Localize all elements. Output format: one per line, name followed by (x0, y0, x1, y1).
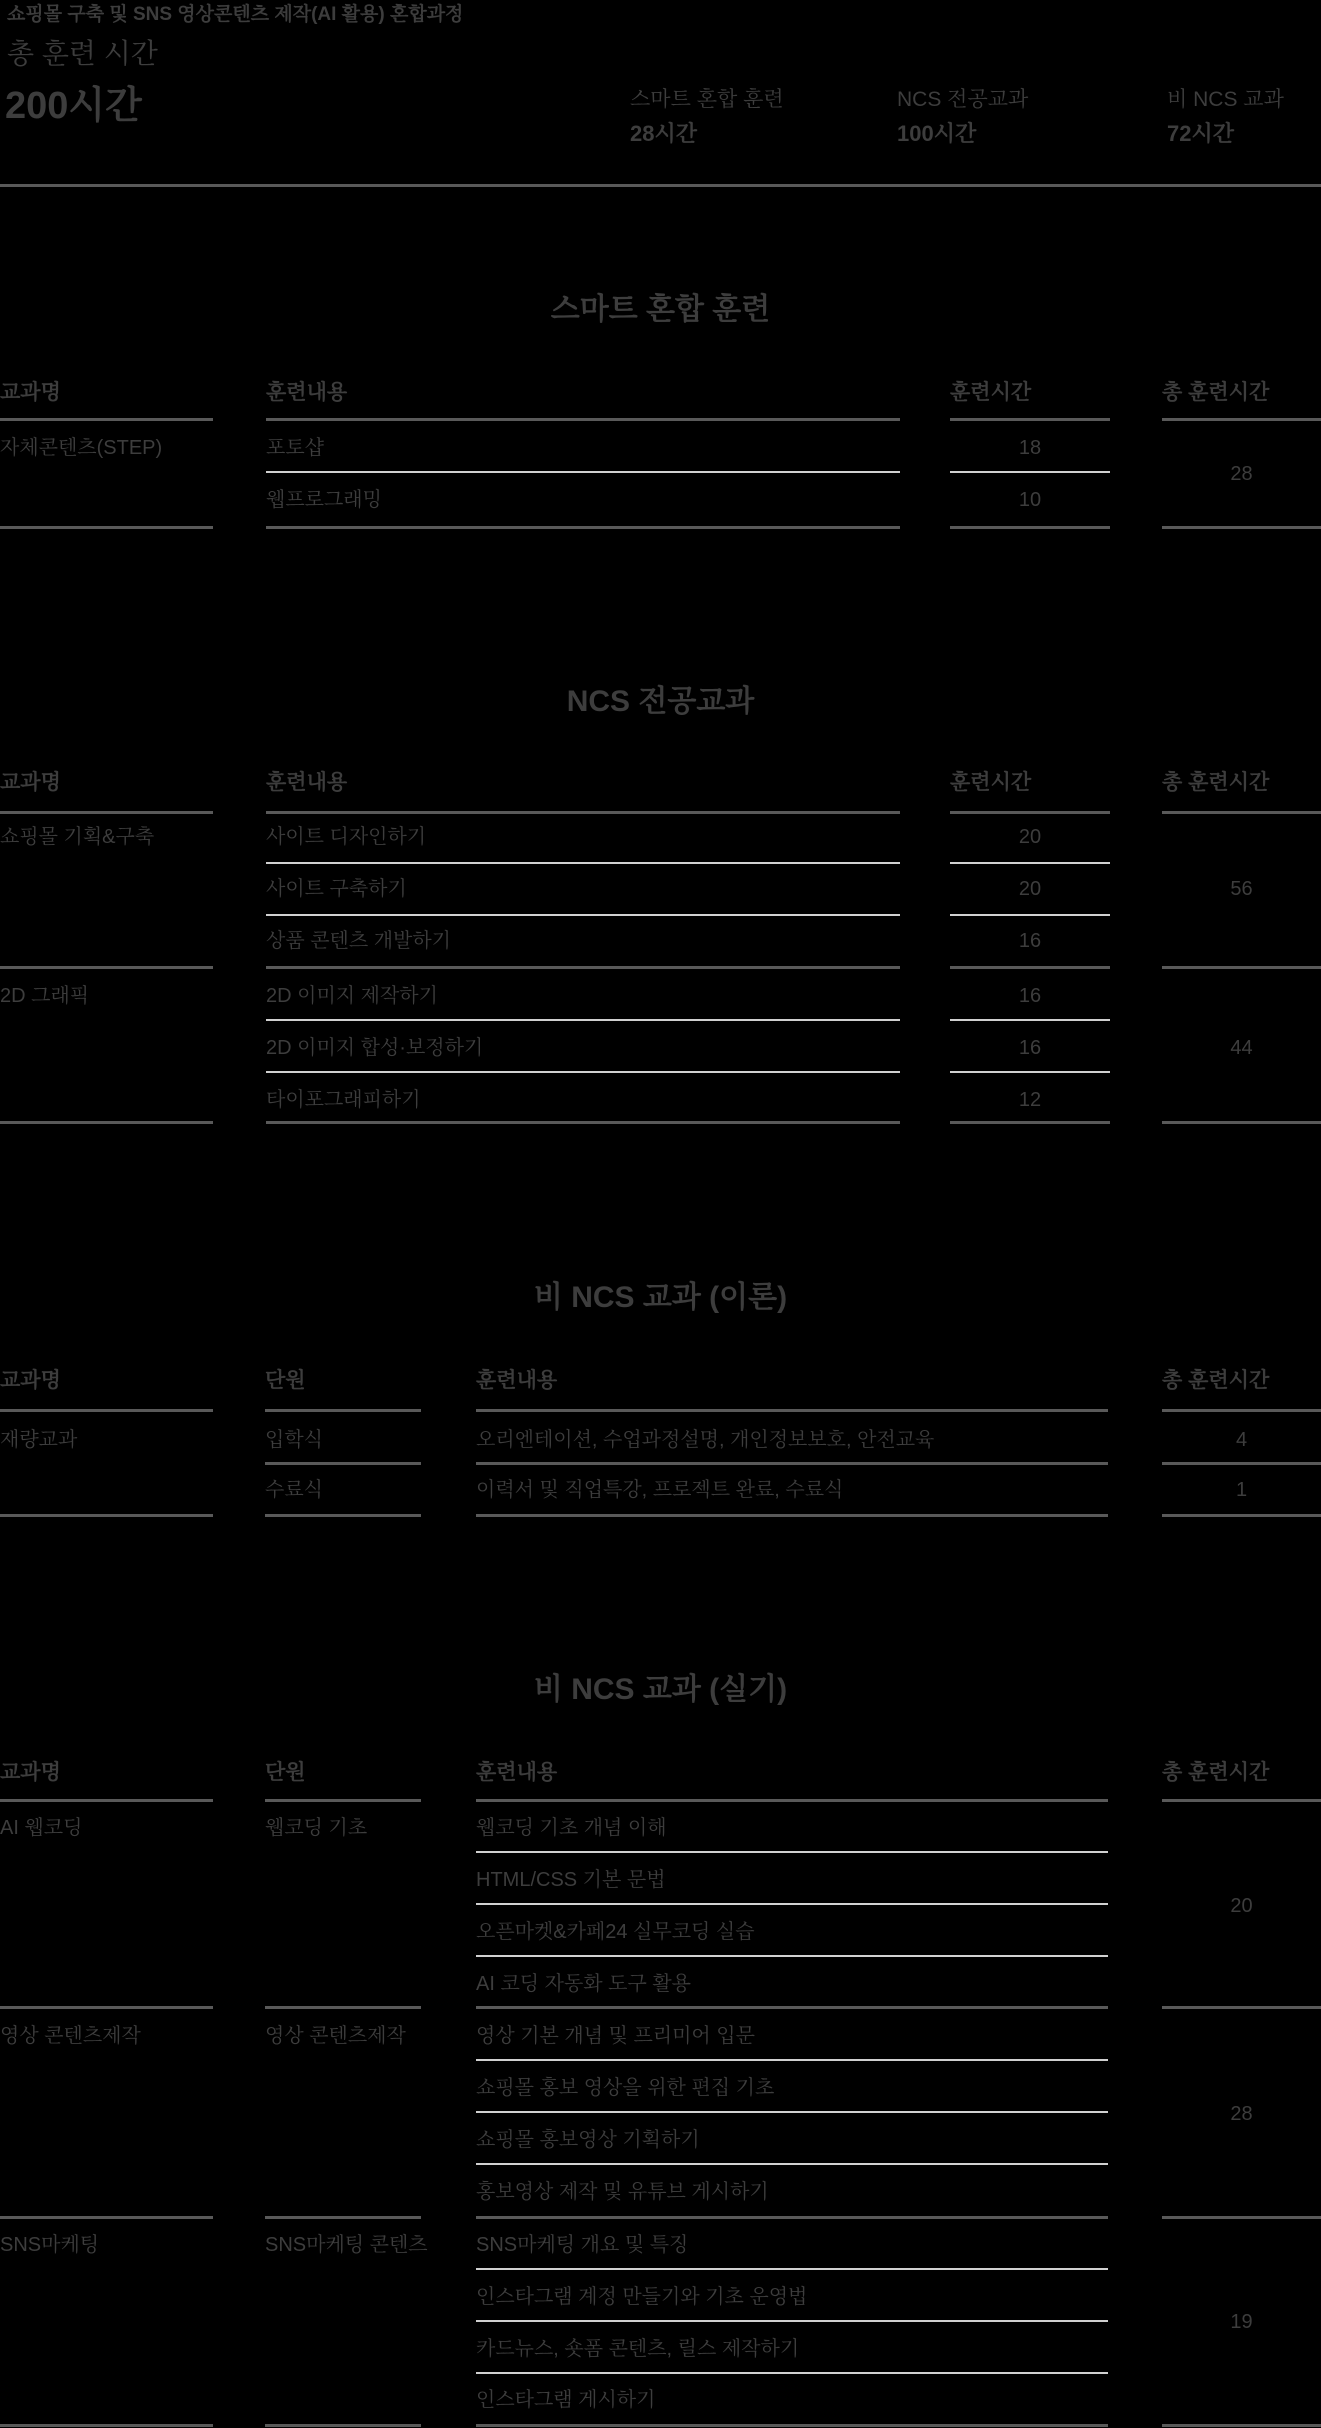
content-cell: 이력서 및 직업특강, 프로젝트 완료, 수료식 (476, 1479, 844, 1501)
row-divider-line (266, 914, 900, 916)
row-divider-line (950, 1071, 1110, 1073)
column-header: 총 훈련시간 (1162, 1761, 1270, 1784)
summary-item-label: 비 NCS 교과 (1167, 88, 1284, 111)
divider-line (266, 811, 900, 814)
subject-cell: 2D 그래픽 (0, 985, 90, 1007)
content-cell: 카드뉴스, 숏폼 콘텐츠, 릴스 제작하기 (476, 2338, 800, 2360)
total-hours-value: 200시간 (5, 85, 142, 127)
divider-line (950, 811, 1110, 814)
summary-item-value: 28시간 (630, 121, 697, 146)
unit-cell: 수료식 (265, 1479, 323, 1501)
content-cell: AI 코딩 자동화 도구 활용 (476, 1973, 692, 1995)
summary-item-label: NCS 전공교과 (897, 88, 1029, 111)
row-divider-line (266, 471, 900, 473)
hours-cell: 16 (1018, 1037, 1042, 1059)
divider-line (266, 526, 900, 529)
divider-line (1162, 2216, 1321, 2219)
hours-cell: 18 (1018, 437, 1042, 459)
divider-line (265, 1514, 421, 1517)
divider-line (1162, 1799, 1321, 1802)
subject-cell: 자체콘텐츠(STEP) (0, 437, 163, 459)
content-cell: 쇼핑몰 홍보영상 기획하기 (476, 2129, 700, 2151)
row-divider-line (476, 1955, 1108, 1957)
column-header: 교과명 (0, 381, 61, 404)
hours-cell: 16 (1018, 930, 1042, 952)
row-divider-line (266, 1019, 900, 1021)
content-cell: 상품 콘텐츠 개발하기 (266, 930, 451, 952)
row-divider-line (476, 2163, 1108, 2165)
divider-line (950, 418, 1110, 421)
column-header: 훈련시간 (950, 771, 1032, 794)
row-divider-line (476, 2059, 1108, 2061)
divider-line (1162, 966, 1321, 969)
total-hours-cell: 4 (1235, 1429, 1248, 1451)
row-divider-line (476, 2268, 1108, 2270)
content-cell: 인스타그램 게시하기 (476, 2389, 656, 2411)
section-title: NCS 전공교과 (566, 685, 755, 718)
divider-line (476, 2424, 1108, 2427)
column-header: 교과명 (0, 1369, 61, 1392)
row-divider-line (476, 2320, 1108, 2322)
column-header: 훈련내용 (266, 771, 348, 794)
divider-line (0, 2006, 213, 2009)
subject-cell: 재량교과 (0, 1429, 78, 1451)
divider-line (265, 1462, 421, 1465)
divider-line (950, 526, 1110, 529)
unit-cell: 웹코딩 기초 (265, 1817, 368, 1839)
divider-line (476, 1514, 1108, 1517)
divider-line (0, 966, 213, 969)
divider-line (476, 1409, 1108, 1412)
divider-line (476, 1462, 1108, 1465)
unit-cell: SNS마케팅 콘텐츠 (265, 2234, 428, 2256)
divider-line (0, 526, 213, 529)
subject-cell: 쇼핑몰 기획&구축 (0, 826, 155, 848)
column-header: 총 훈련시간 (1162, 771, 1270, 794)
divider-line (1162, 1121, 1321, 1124)
divider-line (0, 2424, 213, 2427)
content-cell: SNS마케팅 개요 및 특징 (476, 2234, 689, 2256)
unit-cell: 영상 콘텐츠제작 (265, 2025, 406, 2047)
total-hours-cell: 28 (1230, 2103, 1253, 2125)
unit-cell: 입학식 (265, 1429, 323, 1451)
divider-line (265, 2216, 421, 2219)
column-header: 교과명 (0, 1761, 61, 1784)
divider-line (0, 2216, 213, 2219)
section-title: 비 NCS 교과 (이론) (533, 1281, 788, 1314)
hours-cell: 20 (1018, 826, 1042, 848)
divider-line (1162, 2006, 1321, 2009)
hours-cell: 20 (1018, 878, 1042, 900)
total-hours-cell: 56 (1230, 878, 1253, 900)
divider-line (0, 1409, 213, 1412)
row-divider-line (476, 2372, 1108, 2374)
divider-line (265, 1799, 421, 1802)
column-header: 단원 (265, 1761, 306, 1784)
hours-cell: 12 (1018, 1089, 1042, 1111)
summary-item-value: 72시간 (1167, 121, 1234, 146)
content-cell: 2D 이미지 합성·보정하기 (266, 1037, 484, 1059)
divider-line (476, 2006, 1108, 2009)
column-header: 훈련내용 (476, 1369, 558, 1392)
content-cell: 오픈마켓&카페24 실무코딩 실습 (476, 1921, 755, 1943)
divider-line (476, 1799, 1108, 1802)
content-cell: 2D 이미지 제작하기 (266, 985, 438, 1007)
column-header: 총 훈련시간 (1162, 381, 1270, 404)
divider-line (1162, 526, 1321, 529)
column-header: 교과명 (0, 771, 61, 794)
row-divider-line (266, 862, 900, 864)
total-hours-label: 총 훈련 시간 (7, 38, 158, 69)
row-divider-line (950, 914, 1110, 916)
column-header: 훈련내용 (266, 381, 348, 404)
total-hours-cell: 28 (1230, 463, 1253, 485)
total-hours-cell: 1 (1235, 1479, 1248, 1501)
content-cell: 영상 기본 개념 및 프리미어 입문 (476, 2025, 755, 2047)
divider-line (266, 1121, 900, 1124)
content-cell: HTML/CSS 기본 문법 (476, 1869, 666, 1891)
divider-line (0, 418, 213, 421)
subject-cell: AI 웹코딩 (0, 1817, 83, 1839)
content-cell: 인스타그램 계정 만들기와 기초 운영법 (476, 2286, 808, 2308)
content-cell: 홍보영상 제작 및 유튜브 게시하기 (476, 2181, 769, 2203)
content-cell: 웹코딩 기초 개념 이해 (476, 1817, 667, 1839)
divider-line (265, 2006, 421, 2009)
divider-line (0, 1514, 213, 1517)
divider-line (476, 2216, 1108, 2219)
section-title: 스마트 혼합 훈련 (550, 293, 771, 326)
total-hours-cell: 20 (1230, 1895, 1253, 1917)
content-cell: 오리엔테이션, 수업과정설명, 개인정보보호, 안전교육 (476, 1429, 935, 1451)
summary-item-label: 스마트 혼합 훈련 (630, 88, 784, 111)
divider-line (1162, 418, 1321, 421)
divider-line (950, 966, 1110, 969)
row-divider-line (476, 1851, 1108, 1853)
header-divider (0, 184, 1321, 187)
divider-line (1162, 1409, 1321, 1412)
row-divider-line (950, 471, 1110, 473)
hours-cell: 10 (1018, 489, 1042, 511)
divider-line (0, 811, 213, 814)
summary-item-value: 100시간 (897, 121, 977, 146)
total-hours-cell: 44 (1230, 1037, 1253, 1059)
subject-cell: 영상 콘텐츠제작 (0, 2025, 141, 2047)
content-cell: 타이포그래피하기 (266, 1089, 421, 1111)
section-title: 비 NCS 교과 (실기) (533, 1673, 788, 1706)
column-header: 단원 (265, 1369, 306, 1392)
row-divider-line (950, 862, 1110, 864)
total-hours-cell: 19 (1230, 2311, 1253, 2333)
divider-line (1162, 811, 1321, 814)
divider-line (266, 966, 900, 969)
course-title: 쇼핑몰 구축 및 SNS 영상콘텐츠 제작(AI 활용) 혼합과정 (7, 4, 464, 25)
column-header: 훈련내용 (476, 1761, 558, 1784)
divider-line (950, 1121, 1110, 1124)
divider-line (265, 1409, 421, 1412)
divider-line (1162, 2424, 1321, 2427)
content-cell: 사이트 구축하기 (266, 878, 407, 900)
row-divider-line (266, 1071, 900, 1073)
divider-line (266, 418, 900, 421)
column-header: 훈련시간 (950, 381, 1032, 404)
content-cell: 사이트 디자인하기 (266, 826, 427, 848)
content-cell: 쇼핑몰 홍보 영상을 위한 편집 기초 (476, 2077, 775, 2099)
hours-cell: 16 (1018, 985, 1042, 1007)
content-cell: 포토샵 (266, 437, 324, 459)
row-divider-line (476, 1903, 1108, 1905)
divider-line (0, 1799, 213, 1802)
column-header: 총 훈련시간 (1162, 1369, 1270, 1392)
divider-line (0, 1121, 213, 1124)
divider-line (1162, 1462, 1321, 1465)
row-divider-line (476, 2111, 1108, 2113)
row-divider-line (950, 1019, 1110, 1021)
subject-cell: SNS마케팅 (0, 2234, 100, 2256)
divider-line (1162, 1514, 1321, 1517)
content-cell: 웹프로그래밍 (266, 489, 382, 511)
divider-line (265, 2424, 421, 2427)
